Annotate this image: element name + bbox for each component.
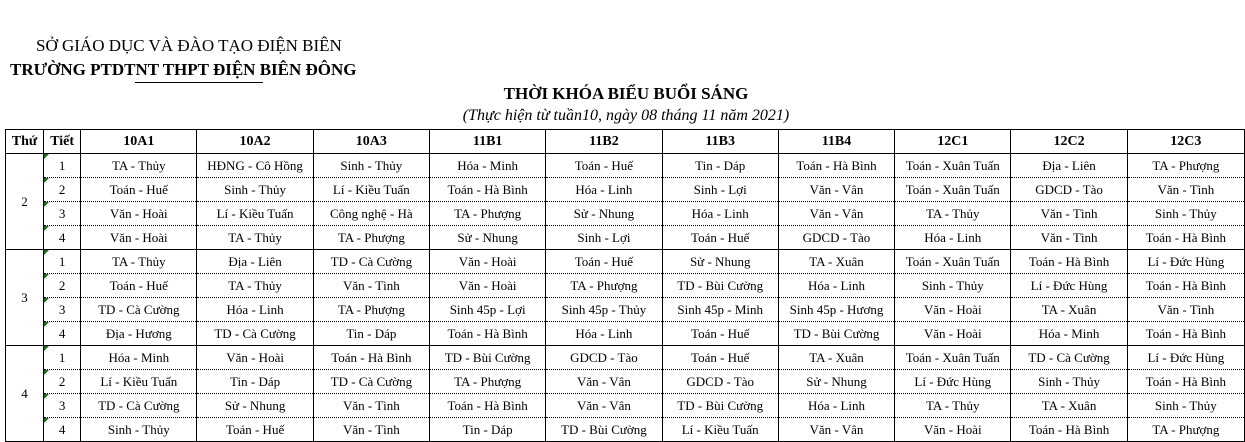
lesson-cell: Sinh - Thủy — [1127, 202, 1244, 226]
period-cell: 4 — [44, 418, 81, 442]
lesson-cell: Sử - Nhung — [546, 202, 662, 226]
table-row — [6, 418, 1245, 442]
table-row — [6, 178, 1245, 202]
lesson-cell: GDCD - Tào — [662, 370, 778, 394]
lesson-cell: HĐNG - Cô Hồng — [197, 154, 313, 178]
department-name: SỞ GIÁO DỤC VÀ ĐÀO TẠO ĐIỆN BIÊN — [36, 36, 342, 55]
lesson-cell: Toán - Hà Bình — [1011, 418, 1127, 442]
lesson-cell: Văn - Hoài — [197, 346, 313, 370]
lesson-cell: TA - Thủy — [197, 226, 313, 250]
lesson-cell: Văn - Tình — [1011, 226, 1127, 250]
lesson-cell: TD - Bùi Cường — [662, 274, 778, 298]
lesson-cell: Sinh - Lợi — [546, 226, 662, 250]
lesson-cell: Văn - Tình — [1011, 202, 1127, 226]
header-class-11b2: 11B2 — [546, 130, 662, 154]
lesson-cell: Sinh - Thủy — [197, 178, 313, 202]
lesson-cell: Sinh - Thủy — [1011, 370, 1127, 394]
lesson-cell: Toán - Huế — [81, 274, 197, 298]
period-cell: 1 — [44, 346, 81, 370]
lesson-cell: Hóa - Linh — [778, 394, 894, 418]
lesson-cell: Toán - Hà Bình — [778, 154, 894, 178]
lesson-cell: TA - Phượng — [1127, 154, 1244, 178]
lesson-cell: Công nghệ - Hà — [313, 202, 429, 226]
lesson-cell: Toán - Xuân Tuấn — [895, 178, 1011, 202]
lesson-cell: TD - Cà Cường — [81, 298, 197, 322]
header-day: Thứ — [6, 130, 44, 154]
lesson-cell: Toán - Huế — [197, 418, 313, 442]
lesson-cell: Địa - Liên — [1011, 154, 1127, 178]
lesson-cell: TD - Cà Cường — [197, 322, 313, 346]
lesson-cell: Toán - Huế — [662, 226, 778, 250]
lesson-cell: Hóa - Linh — [895, 226, 1011, 250]
lesson-cell: Văn - Vân — [778, 418, 894, 442]
header-period: Tiết — [44, 130, 81, 154]
table-row — [6, 394, 1245, 418]
lesson-cell: TA - Thủy — [895, 394, 1011, 418]
lesson-cell: TD - Bùi Cường — [430, 346, 546, 370]
lesson-cell: Tin - Dáp — [430, 418, 546, 442]
period-cell: 1 — [44, 154, 81, 178]
table-row — [6, 202, 1245, 226]
lesson-cell: TD - Cà Cường — [313, 370, 429, 394]
lesson-cell: Hóa - Linh — [546, 178, 662, 202]
lesson-cell: Địa - Liên — [197, 250, 313, 274]
lesson-cell: Văn - Hoài — [430, 274, 546, 298]
lesson-cell: Hóa - Minh — [1011, 322, 1127, 346]
lesson-cell: TA - Phượng — [546, 274, 662, 298]
period-cell: 3 — [44, 202, 81, 226]
school-name-underline — [135, 82, 263, 83]
lesson-cell: GDCD - Tào — [1011, 178, 1127, 202]
table-row — [6, 250, 1245, 274]
lesson-cell: Toán - Hà Bình — [430, 394, 546, 418]
lesson-cell: Văn - Hoài — [81, 226, 197, 250]
lesson-cell: Sử - Nhung — [197, 394, 313, 418]
lesson-cell: TA - Thủy — [197, 274, 313, 298]
lesson-cell: Hóa - Linh — [546, 322, 662, 346]
lesson-cell: TD - Cà Cường — [313, 250, 429, 274]
lesson-cell: Văn - Tình — [313, 418, 429, 442]
lesson-cell: Lí - Kiều Tuấn — [313, 178, 429, 202]
table-row — [6, 274, 1245, 298]
school-name: TRƯỜNG PTDTNT THPT ĐIỆN BIÊN ĐÔNG — [10, 60, 357, 79]
lesson-cell: TA - Thủy — [895, 202, 1011, 226]
lesson-cell: Sinh 45p - Lợi — [430, 298, 546, 322]
lesson-cell: Văn - Hoài — [895, 298, 1011, 322]
header-class-10a1: 10A1 — [81, 130, 197, 154]
period-cell: 1 — [44, 250, 81, 274]
lesson-cell: TA - Phượng — [430, 370, 546, 394]
lesson-cell: Toán - Hà Bình — [1127, 322, 1244, 346]
lesson-cell: TD - Cà Cường — [1011, 346, 1127, 370]
lesson-cell: GDCD - Tào — [778, 226, 894, 250]
lesson-cell: TA - Thủy — [81, 154, 197, 178]
lesson-cell: Lí - Kiều Tuấn — [197, 202, 313, 226]
lesson-cell: Toán - Hà Bình — [430, 322, 546, 346]
timetable-subtitle: (Thực hiện từ tuần10, ngày 08 tháng 11 năm 2021) — [462, 107, 790, 124]
lesson-cell: Văn - Tình — [313, 274, 429, 298]
header-class-12c3: 12C3 — [1127, 130, 1244, 154]
lesson-cell: TA - Xuân — [778, 250, 894, 274]
period-cell: 4 — [44, 226, 81, 250]
lesson-cell: Địa - Hương — [81, 322, 197, 346]
period-cell: 2 — [44, 274, 81, 298]
header-class-11b4: 11B4 — [778, 130, 894, 154]
lesson-cell: Toán - Hà Bình — [1127, 370, 1244, 394]
lesson-cell: Hóa - Linh — [197, 298, 313, 322]
lesson-cell: TD - Bùi Cường — [778, 322, 894, 346]
lesson-cell: Lí - Đức Hùng — [1011, 274, 1127, 298]
lesson-cell: GDCD - Tào — [546, 346, 662, 370]
lesson-cell: Lí - Đức Hùng — [895, 370, 1011, 394]
lesson-cell: Hóa - Linh — [778, 274, 894, 298]
lesson-cell: Văn - Hoài — [895, 418, 1011, 442]
lesson-cell: Toán - Hà Bình — [1127, 226, 1244, 250]
table-row — [6, 370, 1245, 394]
lesson-cell: Văn - Vân — [546, 394, 662, 418]
period-cell: 2 — [44, 178, 81, 202]
table-row — [6, 346, 1245, 370]
timetable-title: THỜI KHÓA BIỂU BUỔI SÁNG — [503, 84, 749, 103]
day-cell: 3 — [6, 250, 44, 346]
table-row — [6, 154, 1245, 178]
period-cell: 4 — [44, 322, 81, 346]
lesson-cell: Toán - Hà Bình — [313, 346, 429, 370]
lesson-cell: Hóa - Linh — [662, 202, 778, 226]
lesson-cell: Văn - Vân — [778, 178, 894, 202]
lesson-cell: Sinh - Thủy — [895, 274, 1011, 298]
header-class-11b3: 11B3 — [662, 130, 778, 154]
period-cell: 3 — [44, 394, 81, 418]
lesson-cell: Toán - Huế — [546, 250, 662, 274]
lesson-cell: Văn - Tình — [1127, 298, 1244, 322]
lesson-cell: Toán - Hà Bình — [1127, 274, 1244, 298]
header-class-10a2: 10A2 — [197, 130, 313, 154]
lesson-cell: Văn - Hoài — [81, 202, 197, 226]
lesson-cell: Văn - Tình — [313, 394, 429, 418]
lesson-cell: Toán - Huế — [662, 322, 778, 346]
lesson-cell: Lí - Kiều Tuấn — [662, 418, 778, 442]
lesson-cell: Sinh 45p - Minh — [662, 298, 778, 322]
lesson-cell: TA - Xuân — [1011, 298, 1127, 322]
header-class-10a3: 10A3 — [313, 130, 429, 154]
lesson-cell: Sinh 45p - Thủy — [546, 298, 662, 322]
table-row — [6, 226, 1245, 250]
table-row — [6, 298, 1245, 322]
period-cell: 2 — [44, 370, 81, 394]
lesson-cell: Lí - Đức Hùng — [1127, 250, 1244, 274]
header-class-11b1: 11B1 — [430, 130, 546, 154]
lesson-cell: Tin - Dáp — [313, 322, 429, 346]
header-class-12c2: 12C2 — [1011, 130, 1127, 154]
lesson-cell: Toán - Huế — [546, 154, 662, 178]
lesson-cell: Hóa - Minh — [430, 154, 546, 178]
lesson-cell: Toán - Xuân Tuấn — [895, 346, 1011, 370]
lesson-cell: Sinh - Lợi — [662, 178, 778, 202]
header-row — [6, 130, 1245, 154]
lesson-cell: Văn - Tình — [1127, 178, 1244, 202]
timetable-body — [6, 154, 1245, 442]
lesson-cell: Văn - Hoài — [895, 322, 1011, 346]
period-cell: 3 — [44, 298, 81, 322]
lesson-cell: Toán - Xuân Tuấn — [895, 154, 1011, 178]
lesson-cell: Sinh 45p - Hương — [778, 298, 894, 322]
lesson-cell: Sử - Nhung — [778, 370, 894, 394]
lesson-cell: TA - Xuân — [778, 346, 894, 370]
lesson-cell: Văn - Vân — [546, 370, 662, 394]
lesson-cell: Tin - Dáp — [662, 154, 778, 178]
lesson-cell: Toán - Hà Bình — [430, 178, 546, 202]
lesson-cell: Toán - Xuân Tuấn — [895, 250, 1011, 274]
lesson-cell: TA - Xuân — [1011, 394, 1127, 418]
lesson-cell: Toán - Huế — [662, 346, 778, 370]
lesson-cell: TA - Phượng — [430, 202, 546, 226]
lesson-cell: TD - Bùi Cường — [662, 394, 778, 418]
lesson-cell: Toán - Hà Bình — [1011, 250, 1127, 274]
lesson-cell: TA - Phượng — [1127, 418, 1244, 442]
lesson-cell: Lí - Đức Hùng — [1127, 346, 1244, 370]
lesson-cell: Hóa - Minh — [81, 346, 197, 370]
day-cell: 2 — [6, 154, 44, 250]
lesson-cell: Sử - Nhung — [430, 226, 546, 250]
lesson-cell: TD - Bùi Cường — [546, 418, 662, 442]
lesson-cell: Lí - Kiều Tuấn — [81, 370, 197, 394]
lesson-cell: Sinh - Thủy — [81, 418, 197, 442]
lesson-cell: Tin - Dáp — [197, 370, 313, 394]
timetable — [5, 129, 1245, 442]
day-cell: 4 — [6, 346, 44, 442]
lesson-cell: TA - Phượng — [313, 226, 429, 250]
lesson-cell: TD - Cà Cường — [81, 394, 197, 418]
lesson-cell: TA - Thủy — [81, 250, 197, 274]
lesson-cell: Sử - Nhung — [662, 250, 778, 274]
lesson-cell: Sinh - Thủy — [313, 154, 429, 178]
table-row — [6, 322, 1245, 346]
lesson-cell: Văn - Hoài — [430, 250, 546, 274]
lesson-cell: Sinh - Thủy — [1127, 394, 1244, 418]
lesson-cell: Văn - Vân — [778, 202, 894, 226]
header-class-12c1: 12C1 — [895, 130, 1011, 154]
lesson-cell: Toán - Huế — [81, 178, 197, 202]
lesson-cell: TA - Phượng — [313, 298, 429, 322]
